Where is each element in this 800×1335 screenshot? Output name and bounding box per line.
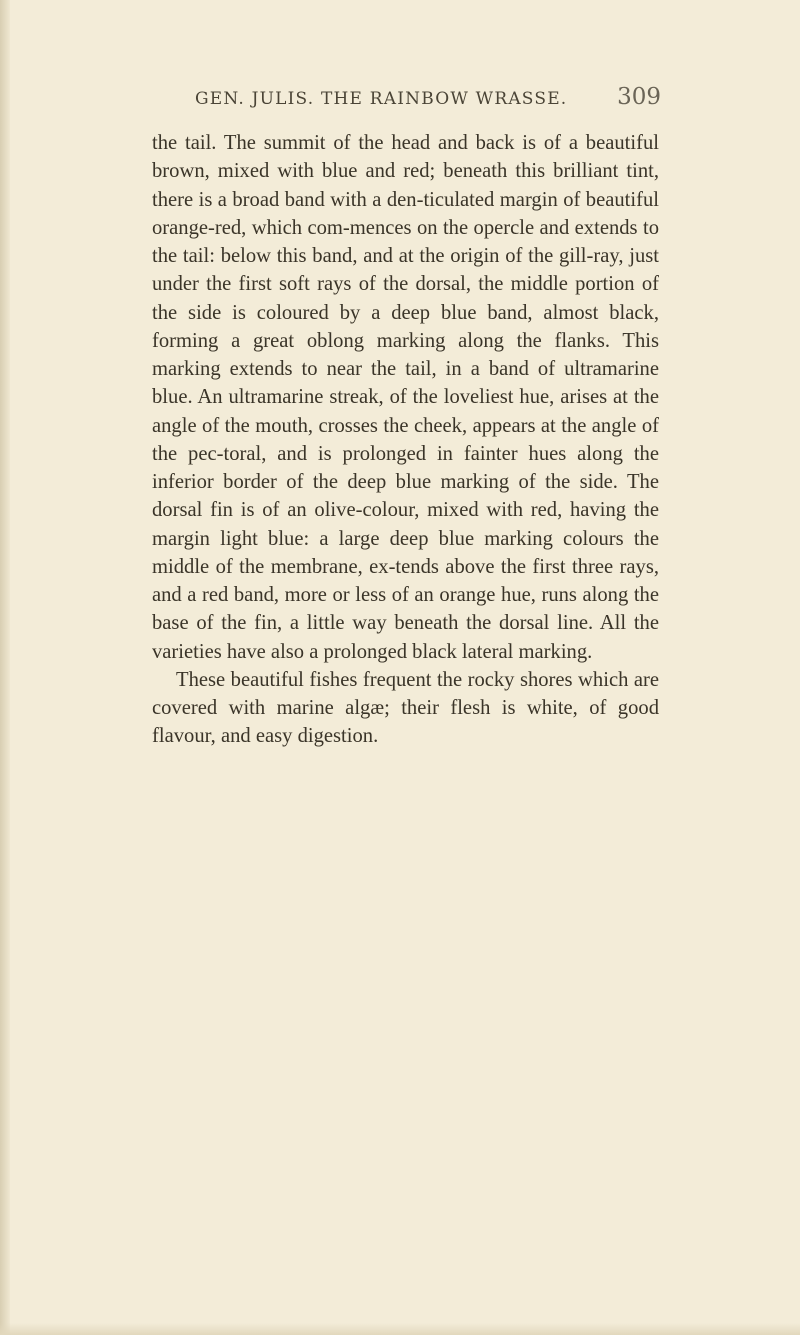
running-title: GEN. JULIS. THE RAINBOW WRASSE. — [195, 89, 568, 109]
page-gutter-shadow — [0, 0, 10, 1335]
paragraph-continued: the tail. The summit of the head and back is of a beautiful brown, mixed with blue and red; beneath this brilliant tint, there is a broad band with a den-ticulated margin of beautiful orange-red, which com-mences on the opercle and extends to the tail: below this band, and at the origin of the gill-ray, just under the first soft rays of the dorsal, the middle portion of the side is coloured by a deep blue band, almost black, forming a great oblong marking along the flanks. This marking extends to near the tail, in a band of ultramarine blue. An ultramarine streak, of the loveliest hue, arises at the angle of the mouth, crosses the cheek, appears at the angle of the pec-toral, and is prolonged in fainter hues along the inferior border of the deep blue marking of the side. The dorsal fin is of an olive-colour, mixed with red, having the margin light blue: a large deep blue marking colours the middle of the membrane, ex-tends above the first three rays, and a red band, more or less of an orange hue, runs along the base of the fin, a little way beneath the dorsal line. All the varieties have also a prolonged black lateral marking. — [152, 132, 659, 663]
paragraph-habitat: These beautiful fishes frequent the rocky shores which are covered with marine algæ; their flesh is white, of good flavour, and easy digestion. — [152, 668, 659, 748]
page-body — [152, 129, 659, 751]
page-number: 309 — [617, 84, 661, 110]
page-bottom-edge — [0, 1323, 800, 1335]
running-header — [195, 84, 661, 117]
